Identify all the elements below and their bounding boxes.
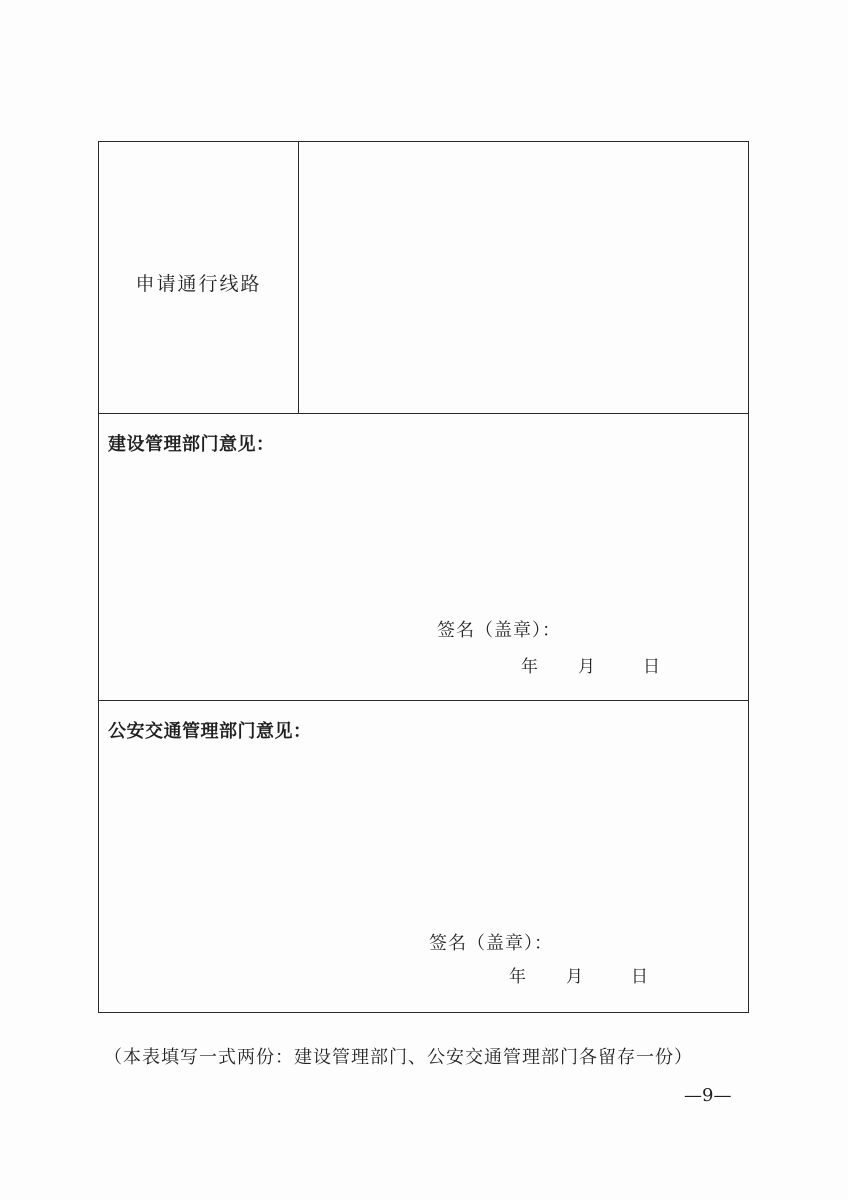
police-dept-date xyxy=(509,962,648,987)
build-dept-opinion-row[interactable] xyxy=(99,414,748,701)
application-form-table xyxy=(98,141,749,1013)
route-label-cell xyxy=(99,142,299,413)
police-dept-signature-label: 签名（盖章）： xyxy=(429,933,553,954)
page-number: —9— xyxy=(684,1085,732,1106)
build-dept-year-label: 年 xyxy=(521,657,538,677)
route-row xyxy=(99,142,748,414)
build-dept-opinion-title: 建设管理部门意见： xyxy=(108,434,275,455)
police-dept-day-label: 日 xyxy=(631,967,648,987)
footer-note: （本表填写一式两份：建设管理部门、公安交通管理部门各留存一份） xyxy=(104,1047,693,1068)
police-dept-opinion-title: 公安交通管理部门意见： xyxy=(108,721,312,742)
route-value-field[interactable] xyxy=(299,142,748,413)
police-dept-month-label: 月 xyxy=(566,967,583,987)
build-dept-day-label: 日 xyxy=(643,657,660,677)
build-dept-date xyxy=(521,652,660,677)
route-label: 申请通行线路 xyxy=(135,273,262,295)
police-dept-year-label: 年 xyxy=(509,967,526,987)
police-dept-opinion-row[interactable] xyxy=(99,701,748,1012)
build-dept-month-label: 月 xyxy=(578,657,595,677)
build-dept-signature-label: 签名（盖章）： xyxy=(437,620,561,641)
